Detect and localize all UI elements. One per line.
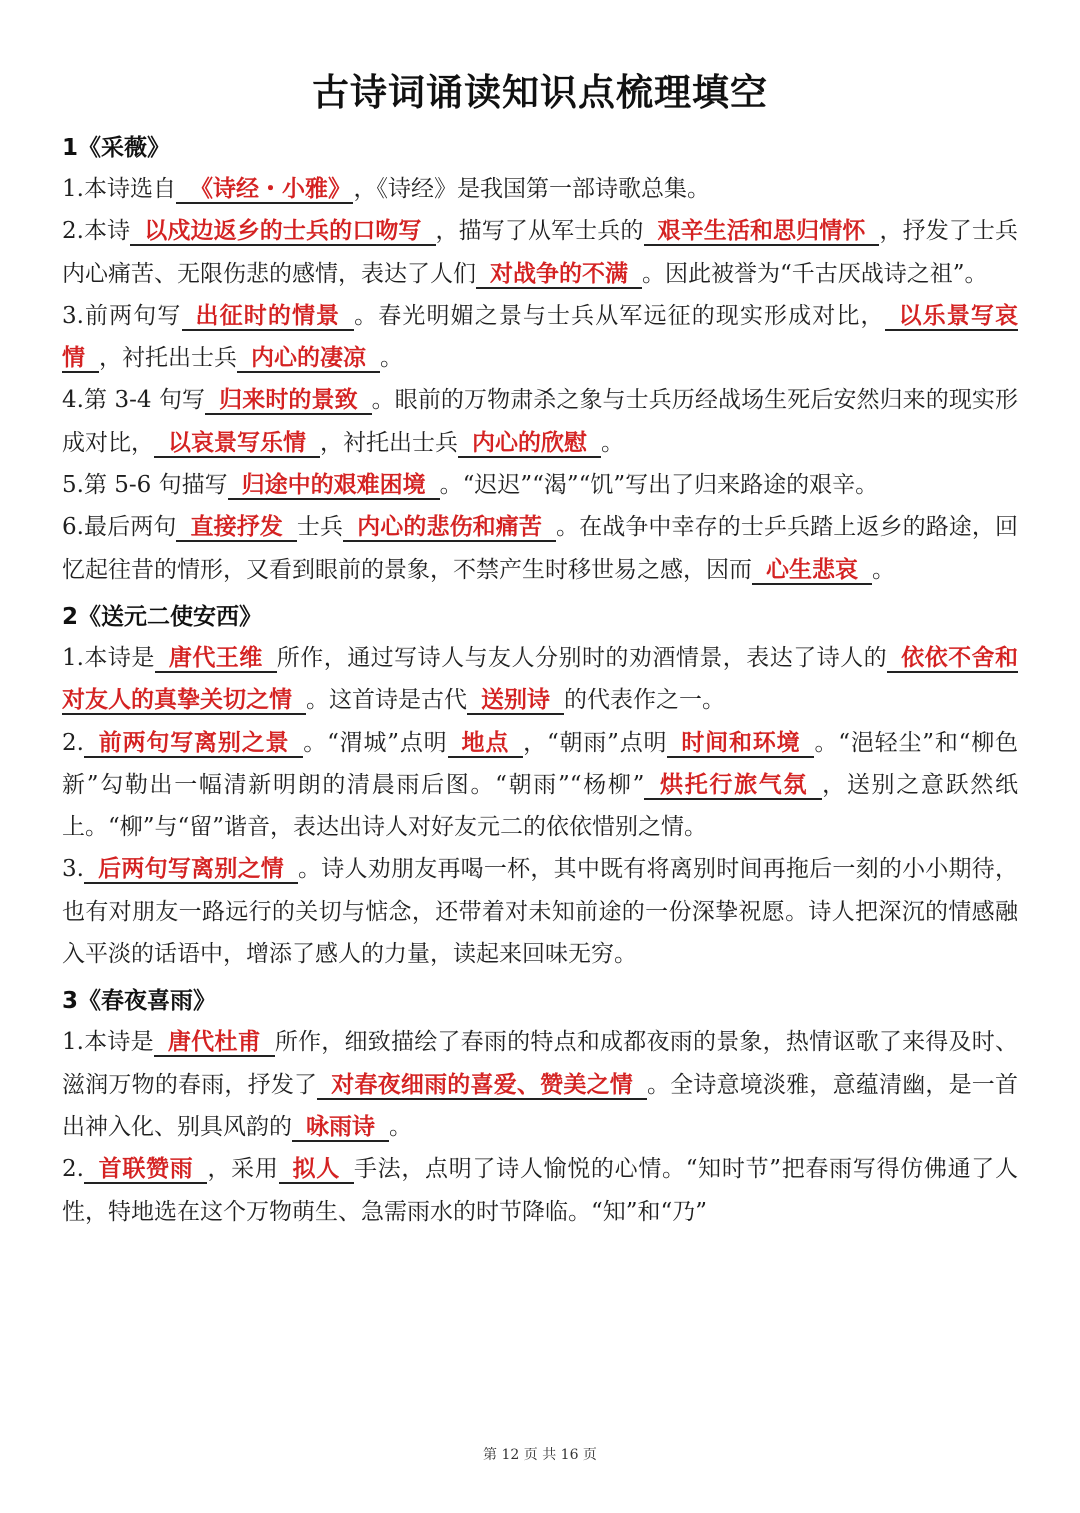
item-text: ，《诗经》是我国第一部诗歌总集。 [353,176,710,202]
answer-blank: 首联赞雨 [84,1156,208,1184]
item-text: 。 [872,556,895,583]
item-text: 5.第 5-6 句描写 [62,472,228,499]
knowledge-item [62,722,1018,849]
answer-blank: 前两句写离别之景 [84,730,303,758]
knowledge-item [62,295,1018,380]
item-text: 。在战争中幸存的士乒兵踏上返乡的路途，回忆起往昔的情形，又看到眼前的景象，不禁产生时移世易之感，因而 [62,514,1019,583]
item-text: 。春光明媚之景与士兵从军远征的现实形成对比， [354,302,885,329]
answer-blank: 时间和环境 [667,730,814,758]
answer-blank: 对战争的不满 [476,261,642,289]
knowledge-item [62,379,1018,464]
item-text: 1.本诗选自 [62,176,176,202]
knowledge-item [62,1021,1018,1148]
item-text: 2. [62,729,84,756]
item-text: ，采用 [207,1156,279,1183]
item-text: 2.本诗 [62,218,131,245]
answer-blank: 心生悲哀 [752,557,872,585]
answer-blank: 以戍边返乡的士兵的口吻写 [130,218,435,246]
knowledge-item [62,506,1018,591]
document-body [62,128,1018,1233]
item-text: ，衬托出士兵 [320,429,458,456]
item-text: 。这首诗是古代 [306,687,467,714]
answer-blank: 对春夜细雨的喜爱、赞美之情 [317,1072,647,1100]
item-text: 3. [62,856,84,883]
section-heading: 3《春夜喜雨》 [62,988,217,1015]
item-text: 。眼前的万物肃杀之象与士兵历经战场生死后安然归来的现实形成对比， [62,387,1019,456]
item-text: 手法，点明了诗人愉悦的心情。“知时节”把春雨写得仿佛通了人性，特地选在这个万物萌生、急需雨水的时节降临。“知”和“乃” [62,1156,1019,1225]
answer-blank: 《诗经・小雅》 [176,176,354,204]
item-text: 6.最后两句 [62,514,177,541]
knowledge-item [62,464,1018,506]
item-text: 。“渭城”点明 [303,729,448,756]
item-text: ，衬托出士兵 [99,345,237,372]
answer-blank: 直接抒发 [176,514,296,542]
answer-blank: 出征时的情景 [182,303,355,331]
answer-blank: 唐代杜甫 [154,1029,275,1057]
item-text: ，描写了从军士兵的 [435,218,644,245]
answer-blank: 归来时的景致 [205,387,372,415]
item-text: 的代表作之一。 [564,687,725,714]
item-text: ，送别之意跃然纸上。“柳”与“留”谐音，表达出诗人对好友元二的依依惜别之情。 [62,771,1018,841]
answer-blank: 依依不舍和对友人的真挚关切之情 [62,644,1019,714]
answer-blank: 咏雨诗 [292,1114,389,1142]
answer-blank: 拟人 [279,1156,354,1184]
item-text: 2. [62,1156,84,1183]
item-text: 4.第 3-4 句写 [62,387,206,414]
item-text: 。 [601,429,624,456]
item-text: 士兵 [296,514,344,541]
answer-blank: 送别诗 [467,687,564,715]
answer-blank: 内心的悲伤和痛苦 [343,514,556,542]
answer-blank: 内心的凄凉 [237,345,380,373]
item-text: 。“浥轻尘”和“柳色新”勾勒出一幅清新明朗的清晨雨后图。“朝雨”“杨柳” [62,729,1019,798]
knowledge-item [62,210,1018,295]
section-heading: 1《采薇》 [62,135,171,161]
item-text: 。全诗意境淡雅，意蕴清幽，是一首出神入化、别具风韵的 [62,1071,1019,1140]
knowledge-item [62,1148,1018,1233]
answer-blank: 后两句写离别之情 [84,856,298,884]
answer-blank: 以哀景写乐情 [154,430,320,458]
item-text: 1.本诗是 [62,644,155,671]
item-text: ，抒发了士兵内心痛苦、无限伤悲的感情，表达了人们 [62,218,1019,287]
answer-blank: 地点 [448,730,524,758]
item-text: 。“迟迟”“渴”“饥”写出了归来路途的艰辛。 [439,472,879,499]
answer-blank: 艰辛生活和思归情怀 [644,218,880,246]
document-title: 古诗词诵读知识点梳理填空 [312,71,768,114]
answer-blank: 唐代王维 [155,645,277,673]
item-text: 。 [380,345,403,372]
knowledge-item [62,637,1018,722]
item-text: ，“朝雨”点明 [523,729,668,756]
item-text: 。 [389,1113,412,1140]
answer-blank: 烘托行旅气氛 [644,772,822,800]
knowledge-item [62,848,1018,975]
item-text: 。诗人劝朋友再喝一杯，其中既有将离别时间再拖后一刻的小小期待，也有对朋友一路远行的关切与惦念，还带着对未知前途的一份深挚祝愿。诗人把深沉的情感融入平淡的话语中，增添了感人的力量，读起来回味无穷。 [62,856,1019,968]
item-text: 。因此被誉为“千古厌战诗之祖”。 [642,260,988,287]
item-text: 所作，细致描绘了春雨的特点和成都夜雨的景象，热情讴歌了来得及时、滋润万物的春雨，抒发了 [62,1029,1019,1098]
answer-blank: 归途中的艰难困境 [228,472,440,500]
page-footer: 第 12 页 共 16 页 [483,1447,597,1463]
item-text: 所作，通过写诗人与友人分别时的劝酒情景，表达了诗人的 [276,644,888,671]
knowledge-item [62,168,1018,210]
item-text: 3.前两句写 [62,302,182,329]
section-heading: 2《送元二使安西》 [62,603,263,630]
answer-blank: 内心的欣慰 [458,430,601,458]
item-text: 1.本诗是 [62,1029,154,1056]
answer-blank: 以乐景写哀情 [62,302,1018,372]
